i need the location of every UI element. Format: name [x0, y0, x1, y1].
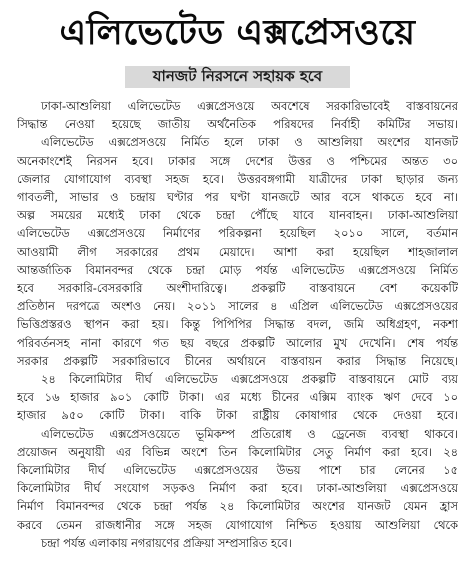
- body-line: এলিভেটেড এক্সপ্রেসওয়ে নির্মিত হলে ঢাকা ও আশুলিয়া অংশের যানজট: [41, 135, 458, 150]
- body-line: হাজার ৯৫০ কোটি টাকা। বাকি টাকা রাষ্ট্রীয় কোষাগার থেকে দেওয়া হবে।: [17, 408, 458, 423]
- subheadline-bar: [17, 66, 458, 88]
- body-line: করবে তেমন রাজধানীর সঙ্গে সহজ যোগাযোগ নিশ্চিত হওয়ায় আশুলিয়া থেকে: [17, 517, 458, 532]
- body-line: জেলার যোগাযোগ ব্যবস্থা সহজ হবে। উত্তরবঙ্গগামী যাত্রীদের ঢাকা ছাড়ার জন্য: [17, 171, 458, 186]
- body-line: হবে সরকারি-বেসরকারি অংশীদারিত্বে। প্রকল্পটি বাস্তবায়নে বেশ কয়েকটি: [17, 281, 458, 296]
- body-line: প্রতিষ্ঠান দরপত্রে অংশও নেয়। ২০১১ সালের ৪ এপ্রিল এলিভেটেড এক্সপ্রেসওয়ের: [17, 299, 458, 314]
- body-line: অনেকাংশেই নিরসন হবে। ঢাকার সঙ্গে দেশের উত্তর ও পশ্চিমের অন্তত ৩০: [17, 153, 458, 168]
- body-line: কিলোমিটার দীর্ঘ সংযোগ সড়কও নির্মাণ করা হবে। ঢাকা-আশুলিয়া এক্সপ্রেসওয়ে: [17, 481, 458, 496]
- body-line: অল্প সময়ের মধ্যেই ঢাকা থেকে চন্দ্রা পৌঁছে যাবে যানবাহন। ঢাকা-আশুলিয়া: [17, 208, 458, 223]
- article-body: [17, 97, 458, 552]
- body-line: আন্তর্জাতিক বিমানবন্দর থেকে চন্দ্রা মোড় পর্যন্ত এলিভেটেড এক্সপ্রেসওয়ে নির্মিত: [17, 262, 458, 277]
- body-line: প্রয়োজন অনুযায়ী এর বিভিন্ন অংশে তিন কিলোমিটার সেতু নির্মাণ করা হবে। ২৪: [17, 444, 458, 459]
- body-line: গাবতলী, সাভার ও চন্দ্রায় ঘণ্টার পর ঘণ্টা যানজটে আর বসে থাকতে হবে না।: [17, 190, 458, 205]
- body-line: নির্মাণ বিমানবন্দর থেকে চন্দ্রা পর্যন্ত ২৪ কিলোমিটার অংশের যানজট যেমন হ্রাস: [17, 499, 458, 514]
- body-line: ঢাকা-আশুলিয়া এলিভেটেড এক্সপ্রেসওয়ে অবশেষে সরকারিভাবেই বাস্তবায়নের: [41, 99, 458, 113]
- body-line: হবে ১৬ হাজার ৯০১ কোটি টাকা। এর মধ্যে চীনের এক্সিম ব্যাংক ঋণ দেবে ১০: [17, 390, 458, 405]
- body-line: সিদ্ধান্ত নেওয়া হয়েছে জাতীয় অর্থনৈতিক পরিষদের নির্বাহী কমিটির সভায়।: [17, 117, 458, 132]
- article-headline: এলিভেটেড এক্সপ্রেসওয়ে: [59, 13, 416, 53]
- body-line: কিলোমিটার দীর্ঘ এলিভেটেড এক্সপ্রেসওয়ের উভয় পাশে চার লেনের ১৫: [17, 463, 458, 478]
- body-line: আওয়ামী লীগ সরকারের প্রথম মেয়াদে। আশা করা হয়েছিল শাহজালাল: [17, 244, 458, 259]
- body-line: চন্দ্রা পর্যন্ত এলাকায় নগরায়ণের প্রক্রিয়া সম্প্রসারিত হবে।: [41, 535, 292, 550]
- body-line: এলিভেটেড এক্সপ্রেসওয়ে নির্মাণের পরিকল্পনা হয়েছিল ২০১০ সালে, বর্তমান: [17, 226, 458, 241]
- body-line: ২৪ কিলোমিটার দীর্ঘ এলিভেটেড এক্সপ্রেসওয়ে প্রকল্পটি বাস্তবায়নে মোট ব্যয়: [41, 372, 458, 387]
- body-line: ভিত্তিপ্রস্তরও স্থাপন করা হয়। কিন্তু পিপিপির সিদ্ধান্ত বদল, জমি অধিগ্রহণ, নকশা: [17, 317, 458, 332]
- body-line: পরিবর্তনসহ নানা কারণে গত ছয় বছরে প্রকল্পটি আলোর মুখ দেখেনি। শেষ পর্যন্ত: [17, 335, 458, 350]
- body-line: এলিভেটেড এক্সপ্রেসওয়েতে ভূমিকম্প প্রতিরোধ ও ড্রেনেজ ব্যবস্থা থাকবে।: [41, 426, 458, 441]
- body-line: সরকার প্রকল্পটি সরকারিভাবে চীনের অর্থায়নে বাস্তবায়ন করার সিদ্ধান্ত নিয়েছে।: [17, 353, 458, 368]
- article-subheadline: যানজট নিরসনে সহায়ক হবে: [125, 66, 350, 88]
